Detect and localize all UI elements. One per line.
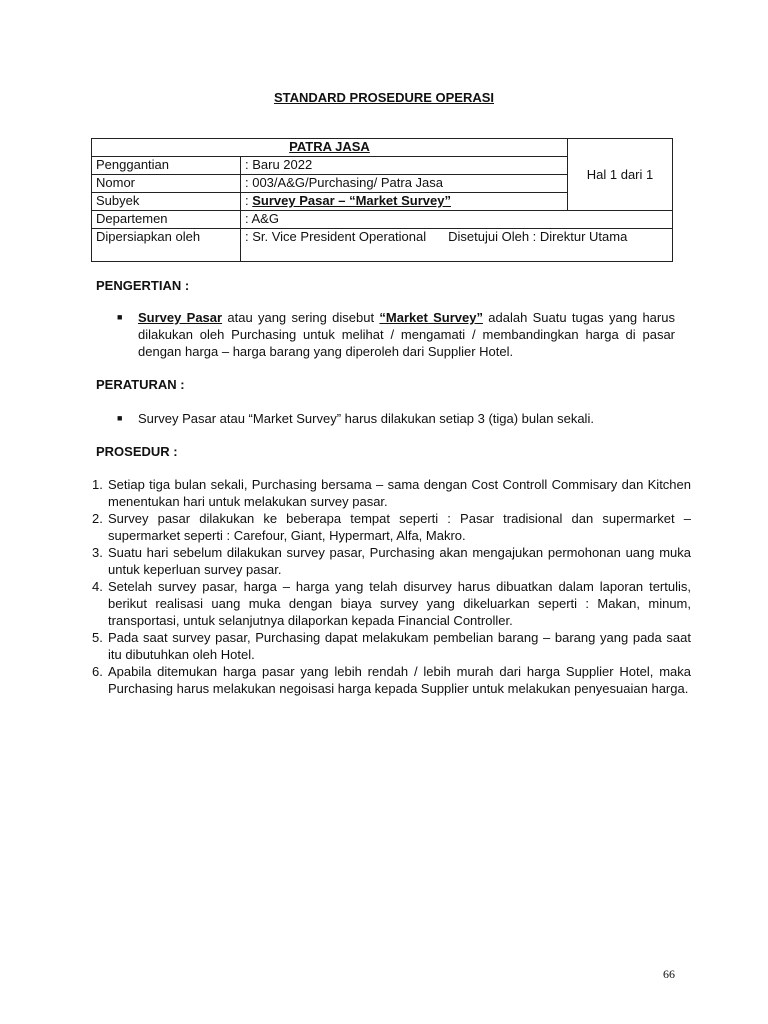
pengertian-term: Survey Pasar <box>138 310 223 325</box>
pengertian-heading: PENGERTIAN : <box>96 278 190 293</box>
list-item-text: Suatu hari sebelum dilakukan survey pasar, Purchasing akan mengajukan permohonan uang muka untuk keperluan survey pasar. <box>108 545 691 577</box>
peraturan-heading: PERATURAN : <box>96 377 185 392</box>
approved-by: Disetujui Oleh : Direktur Utama <box>448 229 628 244</box>
subject-title: Survey Pasar – “Market Survey” <box>252 193 451 208</box>
pengertian-bullet <box>117 309 675 360</box>
list-item-text: Setiap tiga bulan sekali, Purchasing bersama – sama dengan Cost Controll Commisary dan Kitchen menentukan hari untuk melakukan survey pasar. <box>108 477 691 509</box>
list-item-number: 6. <box>92 664 103 679</box>
pengertian-text <box>138 309 675 360</box>
list-item <box>92 476 691 510</box>
prepared-value <box>241 229 673 262</box>
peraturan-bullet <box>117 410 675 427</box>
list-item <box>92 544 691 578</box>
list-item-number: 4. <box>92 579 103 594</box>
sop-header-table <box>91 138 673 262</box>
list-item <box>92 629 691 663</box>
prepared-by: : Sr. Vice President Operational <box>245 229 427 244</box>
prepared-label: Dipersiapkan oleh <box>92 229 241 262</box>
department-value: : A&G <box>241 211 673 229</box>
bullet-icon: ■ <box>117 312 123 322</box>
replacement-value: : Baru 2022 <box>241 157 568 175</box>
list-item-text: Apabila ditemukan harga pasar yang lebih rendah / lebih murah dari harga Supplier Hotel, maka Purchasing harus melakukan negoisasi harga kepada Supplier untuk melakukan penyesuaian harga. <box>108 664 691 696</box>
replacement-label: Penggantian <box>92 157 241 175</box>
list-item-number: 2. <box>92 511 103 526</box>
list-item <box>92 663 691 697</box>
company-name: PATRA JASA <box>92 139 568 157</box>
list-item-text: Pada saat survey pasar, Purchasing dapat melakukam pembelian barang – barang yang pada saat itu dibutuhkan oleh Hotel. <box>108 630 691 662</box>
department-label: Departemen <box>92 211 241 229</box>
list-item-text: Survey pasar dilakukan ke beberapa tempat seperti : Pasar tradisional dan supermarket – supermarket seperti : Carefour, Giant, Hypermart, Alfa, Makro. <box>108 511 691 543</box>
number-label: Nomor <box>92 175 241 193</box>
page-number: 66 <box>663 967 675 981</box>
list-item-number: 5. <box>92 630 103 645</box>
prosedur-heading: PROSEDUR : <box>96 444 178 459</box>
pengertian-text-1: atau yang sering disebut <box>222 310 380 325</box>
document-title: STANDARD PROSEDURE OPERASI <box>273 90 495 105</box>
page-info: Hal 1 dari 1 <box>568 139 673 211</box>
list-item-text: Setelah survey pasar, harga – harga yang telah disurvey harus dibuatkan dalam laporan tertulis, berikut realisasi uang muka dengan biaya survey yang dikeluarkan seperti : Makan, minum, transportasi, untuk selanjutnya dilaporkan kepada Financial Controller. <box>108 579 691 628</box>
bullet-icon: ■ <box>117 413 123 423</box>
pengertian-text-2: adalah Suatu tugas yang harus dilakukan oleh Purchasing untuk melihat / mengamati / membandingkan harga di pasar dengan harga – harga barang yang diperoleh dari Supplier Hotel. <box>138 310 675 359</box>
pengertian-quote: “Market Survey” <box>379 310 483 325</box>
list-item-number: 1. <box>92 477 103 492</box>
number-value: : 003/A&G/Purchasing/ Patra Jasa <box>241 175 568 193</box>
subject-prefix: : <box>245 193 253 208</box>
list-item <box>92 510 691 544</box>
list-item-number: 3. <box>92 545 103 560</box>
peraturan-text: Survey Pasar atau “Market Survey” harus dilakukan setiap 3 (tiga) bulan sekali. <box>138 411 594 426</box>
procedure-list <box>92 476 691 697</box>
subject-label: Subyek <box>92 193 241 211</box>
list-item <box>92 578 691 629</box>
subject-value <box>241 193 568 211</box>
